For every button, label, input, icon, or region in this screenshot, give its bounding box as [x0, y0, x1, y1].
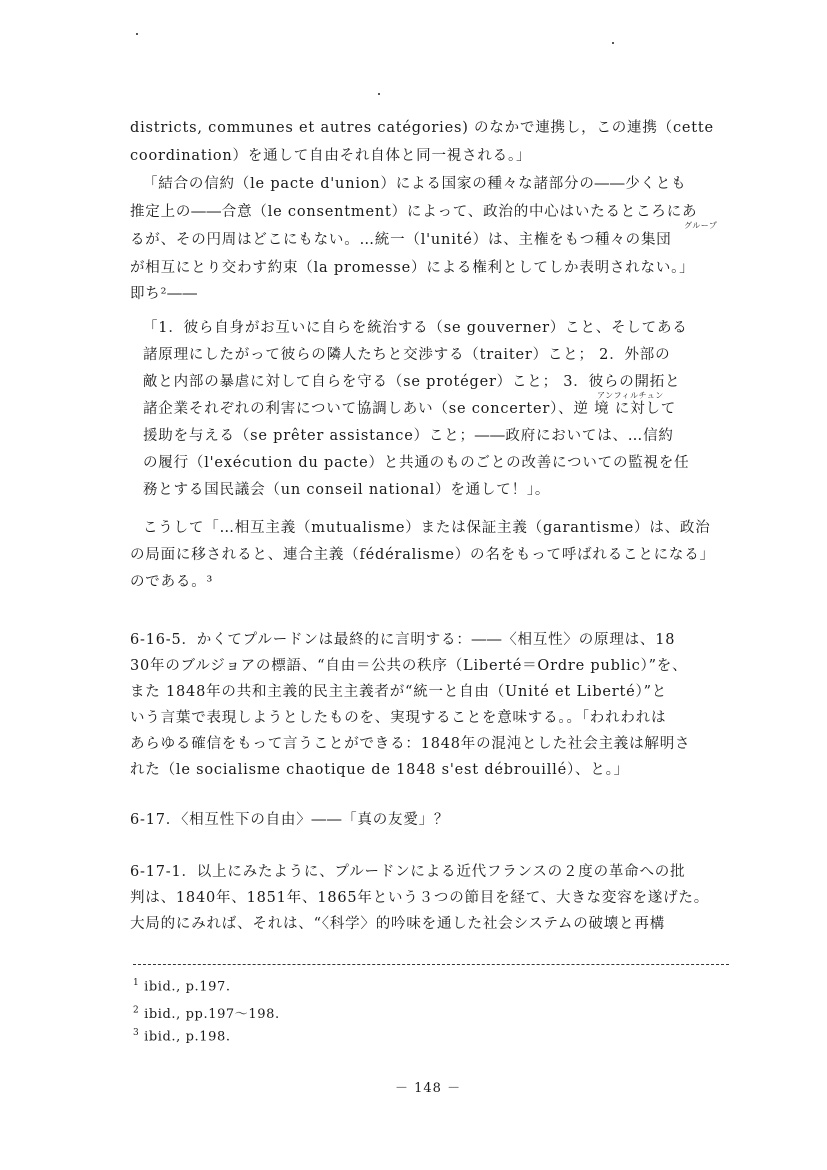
text-line: 大局的にみれば、それは、“〈科学〉的吟味を通した社会システムの破壊と再構 [130, 916, 666, 932]
text-line: coordination）を通して自由それ自体と同一視される。」 [130, 148, 532, 164]
section-heading: 6-17．〈相互性下の自由〉――「真の友愛」？ [130, 812, 450, 828]
text-line: 6-16-5．かくてプルードンは最終的に言明する：――〈相互性〉の原理は、18 [130, 632, 676, 648]
scan-speck [612, 42, 614, 44]
text-line: 30年のブルジョアの標語、“自由＝公共の秩序（Liberté＝Ordre public）”を、 [130, 658, 688, 674]
text-line: の局面に移されると、連合主義（fédéralisme）の名をもって呼ばれることになる」 [130, 547, 715, 563]
footnote-rule [133, 964, 729, 965]
text-line: あらゆる確信をもって言うことができる：1848年の混沌とした社会主義は解明さ [130, 736, 691, 752]
footnote-text: ibid., p.198. [144, 1029, 231, 1045]
text-line: 判は、1840年、1851年、1865年という３つの節目を経て、大きな変容を遂げた。 [130, 890, 710, 906]
quote-line: 援助を与える（se prêter assistance）こと；――政府においては、…信約 [143, 428, 674, 444]
quote-line: 諸企業それぞれの利害について協調しあい（se concerter）、逆 境 に対して [143, 401, 677, 417]
quote-line: の履行（l'exécution du pacte）と共通のものごとの改善についての監視を任 [143, 455, 690, 471]
quote-line: 敵と内部の暴虐に対して自らを守る（se protéger）こと； 3．彼らの開拓と [143, 374, 681, 390]
text-line: 推定上の――合意（le consentment）によって、政治的中心はいたるところにあ [130, 204, 698, 220]
text-line: のである。³ [130, 574, 214, 590]
footnote-mark: 2 [133, 1005, 140, 1016]
quote-line: 務とする国民議会（un conseil national）を通して！」。 [143, 482, 551, 498]
quote-line: 「1．彼ら自身がお互いに自らを統治する（se gouverner）こと、そしてある [143, 320, 688, 336]
scan-speck [378, 93, 380, 95]
footnote-text: ibid., pp.197～198. [144, 1007, 280, 1022]
text-line: 「結合の信約（le pacte d'union）による国家の種々な諸部分の――少くとも [143, 176, 687, 192]
text-line: が相互にとり交わす約束（la promesse）による権利としてしか表明されない。」 [130, 260, 695, 276]
quote-line: 諸原理にしたがって彼らの隣人たちと交渉する（traiter）こと； 2．外部の [143, 347, 671, 363]
text-line: いう言葉で表現しようとしたものを、実現することを意味する。。「われわれは [130, 710, 667, 726]
text-line: 即ち²―― [130, 286, 198, 302]
footnote [133, 1028, 231, 1044]
text-line: また 1848年の共和主義的民主主義者が“統一と自由（Unité et Liberté）”と [130, 684, 668, 700]
text-line: れた（le socialisme chaotique de 1848 s'est débrouillé）、と。」 [130, 762, 629, 778]
ruby-annotation: アンフィルチュン [597, 391, 664, 400]
footnote-text: ibid., p.197. [144, 979, 231, 995]
footnote [133, 1003, 280, 1022]
page-number: － 148 － [395, 1081, 462, 1096]
text-line: るが、その円周はどこにもない。…統一（l'unité）は、主権をもつ種々の集団 [130, 232, 672, 248]
footnote-mark: 3 [133, 1028, 140, 1038]
text-line: districts, communes et autres catégories) のなかで連携し，この連携（cette [130, 120, 714, 136]
text-line: 6-17-1．以上にみたように、プルードンによる近代フランスの２度の革命への批 [130, 864, 686, 880]
ruby-annotation: グループ [684, 221, 718, 230]
text-line: こうして「…相互主義（mutualisme）または保証主義（garantisme）は、政治 [143, 520, 711, 536]
scan-speck [136, 33, 138, 35]
footnote-mark: 1 [133, 978, 140, 988]
footnote [133, 978, 231, 994]
